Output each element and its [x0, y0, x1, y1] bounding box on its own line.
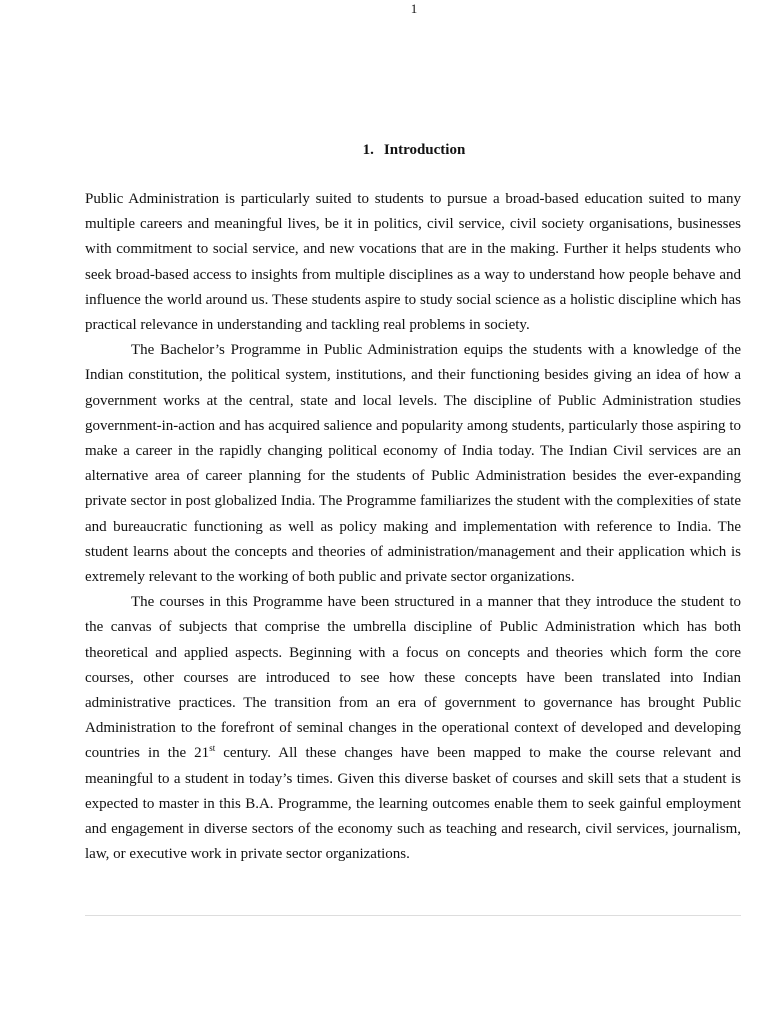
section-title: Introduction: [383, 142, 466, 158]
paragraph-3-part-2: century. All these changes have been mapped to make the course relevant and meaningful to a student in today’s times. Given this diverse basket of courses and skill sets that a student is expected to master in this B.A. Programme, the learning outcomes enable them to seek gainful employment and engagement in diverse sectors of the economy such as teaching and research, civil services, journalism, law, or executive work in private sector organizations.: [85, 745, 741, 863]
ordinal-superscript: st: [209, 743, 216, 754]
footer-divider: [85, 915, 741, 916]
paragraph-3-part-1: The courses in this Programme have been structured in a manner that they introduce the student to the canvas of subjects that comprise the umbrella discipline of Public Administration which has both theoretical and applied aspects. Beginning with a focus on concepts and theories which form the core courses, other courses are introduced to see how these concepts have been translated into Indian administrative practices. The transition from an era of government to governance has brought Public Administration to the forefront of seminal changes in the operational context of developed and developing countries in the 21: [85, 594, 741, 762]
body-text: [85, 187, 741, 867]
paragraph-1: Public Administration is particularly suited to students to pursue a broad-based education suited to many multiple careers and meaningful lives, be it in politics, civil service, civil society organisations, businesses with commitment to social service, and new vocations that are in the making. Further it helps students who seek broad-based access to insights from multiple disciplines as a way to understand how people behave and influence the world around us. These students aspire to study social science as a holistic discipline which has practical relevance in understanding and tackling real problems in society.: [85, 191, 741, 334]
page-number: 1: [410, 1, 418, 16]
paragraph-3: [85, 590, 741, 867]
paragraph-2: The Bachelor’s Programme in Public Administration equips the students with a knowledge of the Indian constitution, the political system, institutions, and their functioning besides giving an idea of how a government works at the central, state and local levels. The discipline of Public Administration studies government-in-action and has acquired salience and popularity among students, particularly those aspiring to make a career in the rapidly changing political economy of India today. The Indian Civil services are an alternative area of career planning for the students of Public Administration besides the ever-expanding private sector in post globalized India. The Programme familiarizes the student with the complexities of state and bureaucratic functioning as well as policy making and implementation with reference to India. The student learns about the concepts and theories of administration/management and their application which is extremely relevant to the working of both public and private sector organizations.: [85, 342, 741, 586]
section-number: 1.: [362, 142, 374, 158]
section-heading: [0, 141, 768, 159]
